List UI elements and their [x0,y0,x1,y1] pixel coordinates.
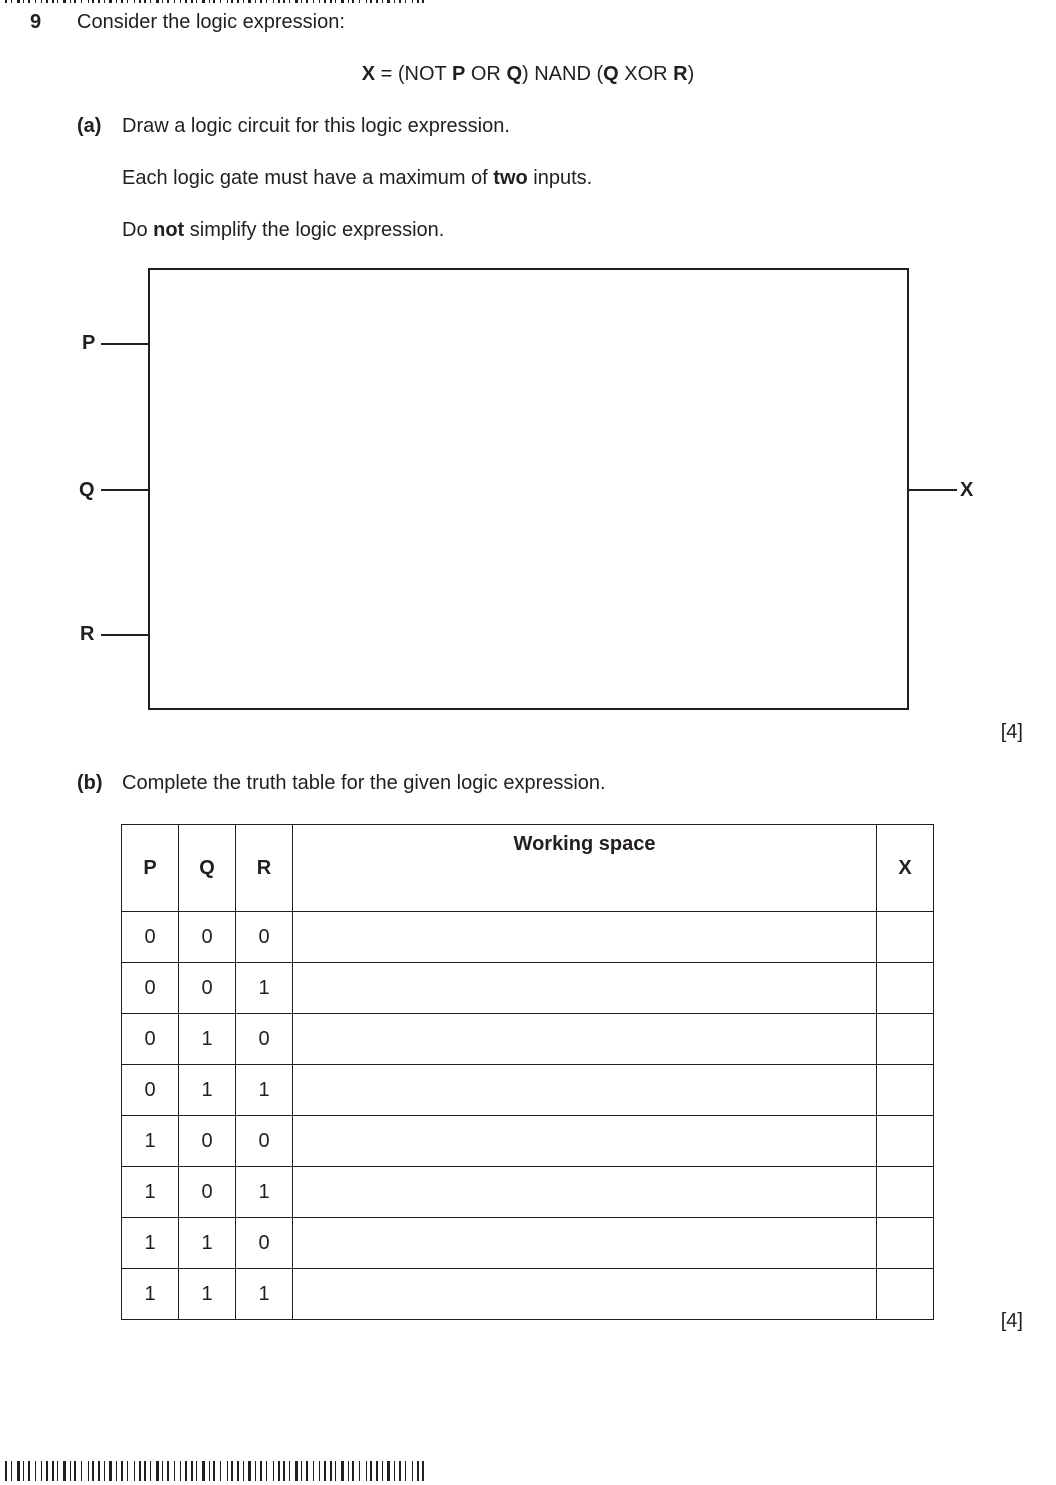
cell-x-answer[interactable] [877,1269,934,1320]
cell-r: 1 [236,963,293,1014]
barcode-bar [237,0,239,3]
barcode-bar [370,1461,372,1481]
note-emphasis: not [153,219,185,241]
truth-table-header-row [122,825,934,912]
barcode-bar [382,1461,383,1481]
barcode-bar [98,0,100,3]
barcode-bar [81,1461,82,1481]
expr-p: P [451,63,466,85]
barcode-bar [35,1461,36,1481]
expr-part: ) NAND ( [522,63,604,85]
cell-p: 1 [122,1116,179,1167]
barcode-bar [116,1461,117,1481]
truth-table-row [122,1167,934,1218]
barcode-bar [92,1461,94,1481]
truth-table-row [122,963,934,1014]
input-q-label: Q [79,479,95,501]
cell-q: 0 [179,1167,236,1218]
barcode-bar [273,0,274,3]
barcode-bar [196,0,197,3]
barcode-bar [412,0,413,3]
barcode-bar [46,0,48,3]
barcode-bar [202,0,205,3]
cell-r: 0 [236,1014,293,1065]
part-a-instruction: Draw a logic circuit for this logic expression. [122,115,510,137]
barcode-bar [70,1461,71,1481]
cell-working-space[interactable] [293,912,877,963]
part-a-note-inputs [122,166,592,190]
barcode-bar [70,0,71,3]
barcode-bar [23,0,24,3]
cell-working-space[interactable] [293,1014,877,1065]
barcode-bar [109,0,112,3]
barcode-bar [231,1461,233,1481]
barcode-bar [116,0,117,3]
barcode-bar [144,0,146,3]
barcode-bar [260,0,262,3]
barcode-bar [185,0,187,3]
barcode-bar [319,1461,320,1481]
expr-q: Q [603,63,619,85]
cell-q: 0 [179,1116,236,1167]
part-a-marks: [4] [1000,721,1023,743]
barcode-bar [266,0,267,3]
barcode-bar [81,0,82,3]
barcode-bar [324,1461,326,1481]
barcode-bar [11,0,12,3]
barcode-bar [335,0,336,3]
barcode-bar [227,0,228,3]
barcode-bar [11,1461,12,1481]
barcode-bar [180,0,181,3]
output-x-wire [909,489,957,491]
cell-q: 1 [179,1014,236,1065]
expr-q: Q [506,63,522,85]
barcode-bar [150,1461,151,1481]
barcode-bar [283,0,285,3]
truth-table-row [122,1269,934,1320]
question-stem: Consider the logic expression: [77,11,345,33]
output-x-label: X [960,479,974,501]
cell-x-answer[interactable] [877,1065,934,1116]
barcode-bar [266,1461,267,1481]
barcode-bar [289,1461,290,1481]
cell-working-space[interactable] [293,963,877,1014]
barcode-bar [243,1461,244,1481]
cell-p: 0 [122,1065,179,1116]
barcode-bar [180,1461,181,1481]
cell-p: 1 [122,1218,179,1269]
input-p-label: P [82,332,96,354]
barcode-bar [134,0,135,3]
circuit-drawing-area[interactable] [148,268,909,710]
barcode-bar [301,0,302,3]
cell-r: 0 [236,1218,293,1269]
cell-r: 0 [236,912,293,963]
note-text: inputs. [527,167,593,189]
barcode-bar [231,0,233,3]
barcode-bar [255,0,256,3]
barcode-bar [127,1461,128,1481]
barcode-bar [376,1461,378,1481]
cell-p: 0 [122,912,179,963]
cell-x-answer[interactable] [877,1014,934,1065]
barcode-bar [348,0,349,3]
barcode-bar [330,0,332,3]
barcode-bar [283,1461,285,1481]
barcode-bar [88,0,89,3]
cell-working-space[interactable] [293,1116,877,1167]
barcode-bar [52,0,54,3]
note-text: simplify the logic expression. [184,219,445,241]
barcode-bar [156,1461,159,1481]
truth-table-row [122,1014,934,1065]
top-barcode-strip [5,0,427,3]
barcode-bar [139,1461,141,1481]
barcode-bar [366,1461,367,1481]
page-barcode [5,1461,427,1481]
barcode-bar [174,0,175,3]
barcode-bar [394,1461,395,1481]
barcode-bar [109,1461,112,1481]
barcode-bar [248,1461,251,1481]
barcode-bar [220,0,221,3]
barcode-bar [63,1461,66,1481]
header-x: X [877,825,934,912]
barcode-bar [209,1461,210,1481]
logic-expression [0,62,1056,86]
header-working-space: Working space [293,825,877,912]
cell-r: 1 [236,1167,293,1218]
barcode-bar [213,0,215,3]
input-r-label: R [80,623,95,645]
part-a-note-simplify [122,218,444,242]
barcode-bar [196,1461,197,1481]
barcode-bar [394,0,395,3]
barcode-bar [359,1461,360,1481]
barcode-bar [5,1461,7,1481]
cell-q: 1 [179,1065,236,1116]
cell-x-answer[interactable] [877,1116,934,1167]
barcode-bar [74,0,76,3]
barcode-bar [5,0,7,3]
barcode-bar [387,1461,390,1481]
barcode-bar [306,1461,308,1481]
barcode-bar [255,1461,256,1481]
barcode-bar [399,0,401,3]
part-b-instruction: Complete the truth table for the given logic expression. [122,772,606,794]
cell-working-space[interactable] [293,1065,877,1116]
cell-p: 1 [122,1167,179,1218]
truth-table-row [122,1116,934,1167]
barcode-bar [74,1461,76,1481]
barcode-bar [191,1461,193,1481]
expr-part: XOR [618,63,674,85]
barcode-bar [52,1461,54,1481]
barcode-bar [301,1461,302,1481]
barcode-bar [289,0,290,3]
barcode-bar [17,0,20,3]
barcode-bar [23,1461,24,1481]
cell-q: 0 [179,912,236,963]
part-b-marks: [4] [1000,1310,1023,1332]
barcode-bar [127,0,128,3]
cell-q: 0 [179,963,236,1014]
barcode-bar [278,0,280,3]
barcode-bar [295,1461,298,1481]
barcode-bar [28,0,30,3]
expr-r: R [673,63,688,85]
truth-table-row [122,912,934,963]
barcode-bar [370,0,372,3]
input-q-wire [101,489,149,491]
barcode-bar [248,0,251,3]
expr-part: = (NOT [375,63,452,85]
barcode-bar [295,0,298,3]
cell-x-answer[interactable] [877,1167,934,1218]
cell-x-answer[interactable] [877,963,934,1014]
cell-x-answer[interactable] [877,912,934,963]
barcode-bar [376,0,378,3]
barcode-bar [167,1461,169,1481]
barcode-bar [220,1461,221,1481]
barcode-bar [213,1461,215,1481]
barcode-bar [417,0,419,3]
truth-table-row [122,1065,934,1116]
barcode-bar [202,1461,205,1481]
barcode-bar [35,0,36,3]
barcode-bar [306,0,308,3]
question-number: 9 [30,11,42,33]
barcode-bar [209,0,210,3]
barcode-bar [104,1461,105,1481]
barcode-bar [330,1461,332,1481]
barcode-bar [319,0,320,3]
input-p-wire [101,343,149,345]
barcode-bar [341,0,344,3]
barcode-bar [243,0,244,3]
barcode-bar [359,0,360,3]
barcode-bar [121,1461,123,1481]
barcode-bar [104,0,105,3]
cell-q: 1 [179,1269,236,1320]
barcode-bar [150,0,151,3]
barcode-bar [88,1461,89,1481]
barcode-bar [387,0,390,3]
barcode-bar [352,0,354,3]
barcode-bar [63,0,66,3]
cell-p: 1 [122,1269,179,1320]
cell-p: 0 [122,1014,179,1065]
barcode-bar [352,1461,354,1481]
header-p: P [122,825,179,912]
barcode-bar [227,1461,228,1481]
header-q: Q [179,825,236,912]
input-r-wire [101,634,149,636]
barcode-bar [156,0,159,3]
barcode-bar [417,1461,419,1481]
barcode-bar [260,1461,262,1481]
cell-r: 0 [236,1116,293,1167]
barcode-bar [237,1461,239,1481]
truth-table-row [122,1218,934,1269]
part-b-label: (b) [77,772,103,794]
barcode-bar [57,1461,58,1481]
barcode-bar [144,1461,146,1481]
barcode-bar [405,0,406,3]
barcode-bar [313,1461,314,1481]
barcode-bar [185,1461,187,1481]
barcode-bar [41,1461,42,1481]
cell-r: 1 [236,1065,293,1116]
barcode-bar [98,1461,100,1481]
barcode-bar [134,1461,135,1481]
barcode-bar [162,1461,163,1481]
header-r: R [236,825,293,912]
cell-p: 0 [122,963,179,1014]
cell-x-answer[interactable] [877,1218,934,1269]
cell-working-space[interactable] [293,1167,877,1218]
cell-working-space[interactable] [293,1218,877,1269]
barcode-bar [139,0,141,3]
barcode-bar [412,1461,413,1481]
barcode-bar [405,1461,406,1481]
barcode-bar [341,1461,344,1481]
barcode-bar [422,0,424,3]
barcode-bar [324,0,326,3]
barcode-bar [167,0,169,3]
expr-x: X [361,63,376,85]
barcode-bar [335,1461,336,1481]
barcode-bar [348,1461,349,1481]
note-emphasis: two [493,167,528,189]
barcode-bar [366,0,367,3]
barcode-bar [273,1461,274,1481]
cell-r: 1 [236,1269,293,1320]
barcode-bar [313,0,314,3]
barcode-bar [57,0,58,3]
truth-table [121,824,934,1320]
note-text: Each logic gate must have a maximum of [122,167,494,189]
part-a-label: (a) [77,115,102,137]
barcode-bar [41,0,42,3]
barcode-bar [162,0,163,3]
cell-q: 1 [179,1218,236,1269]
barcode-bar [399,1461,401,1481]
barcode-bar [17,1461,20,1481]
expr-part: OR [465,63,507,85]
barcode-bar [191,0,193,3]
barcode-bar [46,1461,48,1481]
barcode-bar [28,1461,30,1481]
note-text: Do [122,219,154,241]
barcode-bar [174,1461,175,1481]
barcode-bar [278,1461,280,1481]
barcode-bar [92,0,94,3]
barcode-bar [422,1461,424,1481]
expr-part: ) [687,63,695,85]
cell-working-space[interactable] [293,1269,877,1320]
barcode-bar [121,0,123,3]
barcode-bar [382,0,383,3]
